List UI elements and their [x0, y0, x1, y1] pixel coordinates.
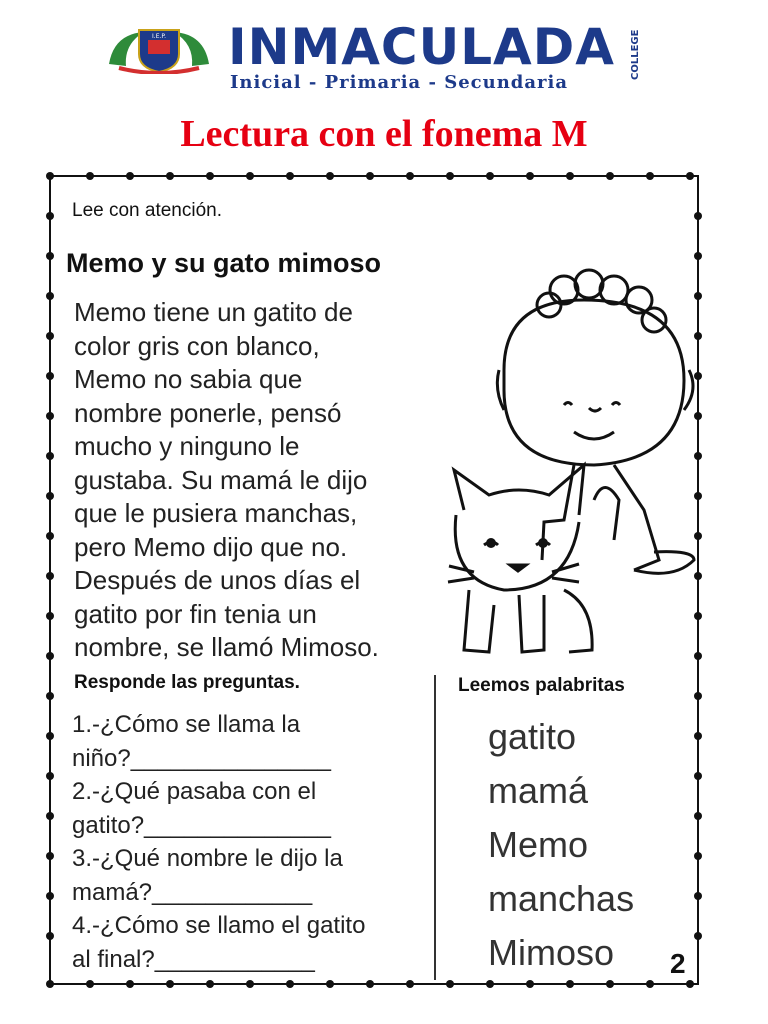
word-item: mamá: [488, 770, 589, 811]
crest-label: I.E.P.: [152, 33, 166, 40]
school-name-suffix: COLLEGE: [630, 29, 641, 80]
answer-line: gatito?______________: [72, 811, 331, 839]
worksheet-card: [44, 170, 704, 990]
questions-list: [72, 708, 452, 976]
answer-line: niño?_______________: [72, 744, 331, 772]
question-line: 4.-¿Cómo se llamo el gatito: [72, 912, 366, 939]
answer-line: mamá?____________: [72, 878, 313, 906]
instruction-text: Lee con atención.: [72, 200, 223, 221]
column-divider: [434, 675, 436, 980]
story-line: Memo no sabia que: [74, 364, 303, 394]
questions-title: Responde las preguntas.: [74, 672, 300, 693]
school-header: [0, 0, 768, 110]
story-line: color gris con blanco,: [74, 330, 320, 361]
question-line: 3.-¿Qué nombre le dijo la: [72, 845, 343, 872]
school-name: INMACULADA: [228, 18, 615, 76]
story-line: gatito por fin tenia un: [74, 598, 317, 629]
boy-and-cat-illustration: [444, 260, 704, 660]
word-item: gatito: [488, 716, 577, 757]
words-title: Leemos palabritas: [458, 675, 625, 696]
story-line: gustaba. Su mamá le dijo: [74, 464, 368, 495]
question-line: 1.-¿Cómo se llama la: [72, 711, 301, 738]
word-item: manchas: [488, 878, 635, 919]
story-line: Memo tiene un gatito de: [74, 297, 353, 327]
word-item: Mimoso: [488, 932, 615, 973]
story-line: mucho y ninguno le: [74, 431, 300, 461]
story-line: pero Memo dijo que no.: [74, 531, 348, 562]
answer-line: al final?____________: [72, 945, 315, 973]
story-line: nombre, se llamó Mimoso.: [74, 632, 379, 662]
story-text: [74, 296, 466, 665]
question-line: 2.-¿Qué pasaba con el: [72, 778, 317, 805]
story-line: nombre ponerle, pensó: [74, 397, 342, 428]
school-crest-logo: [104, 24, 214, 74]
story-title: Memo y su gato mimoso: [66, 248, 382, 278]
story-line: que le pusiera manchas,: [74, 498, 358, 528]
word-item: Memo: [488, 824, 589, 865]
page-number: 2: [670, 948, 686, 979]
word-list: [488, 710, 634, 980]
story-line: Después de unos días el: [74, 565, 361, 595]
school-tagline: Inicial - Primaria - Secundaria: [230, 72, 569, 93]
page-title: Lectura con el fonema M: [180, 113, 588, 155]
